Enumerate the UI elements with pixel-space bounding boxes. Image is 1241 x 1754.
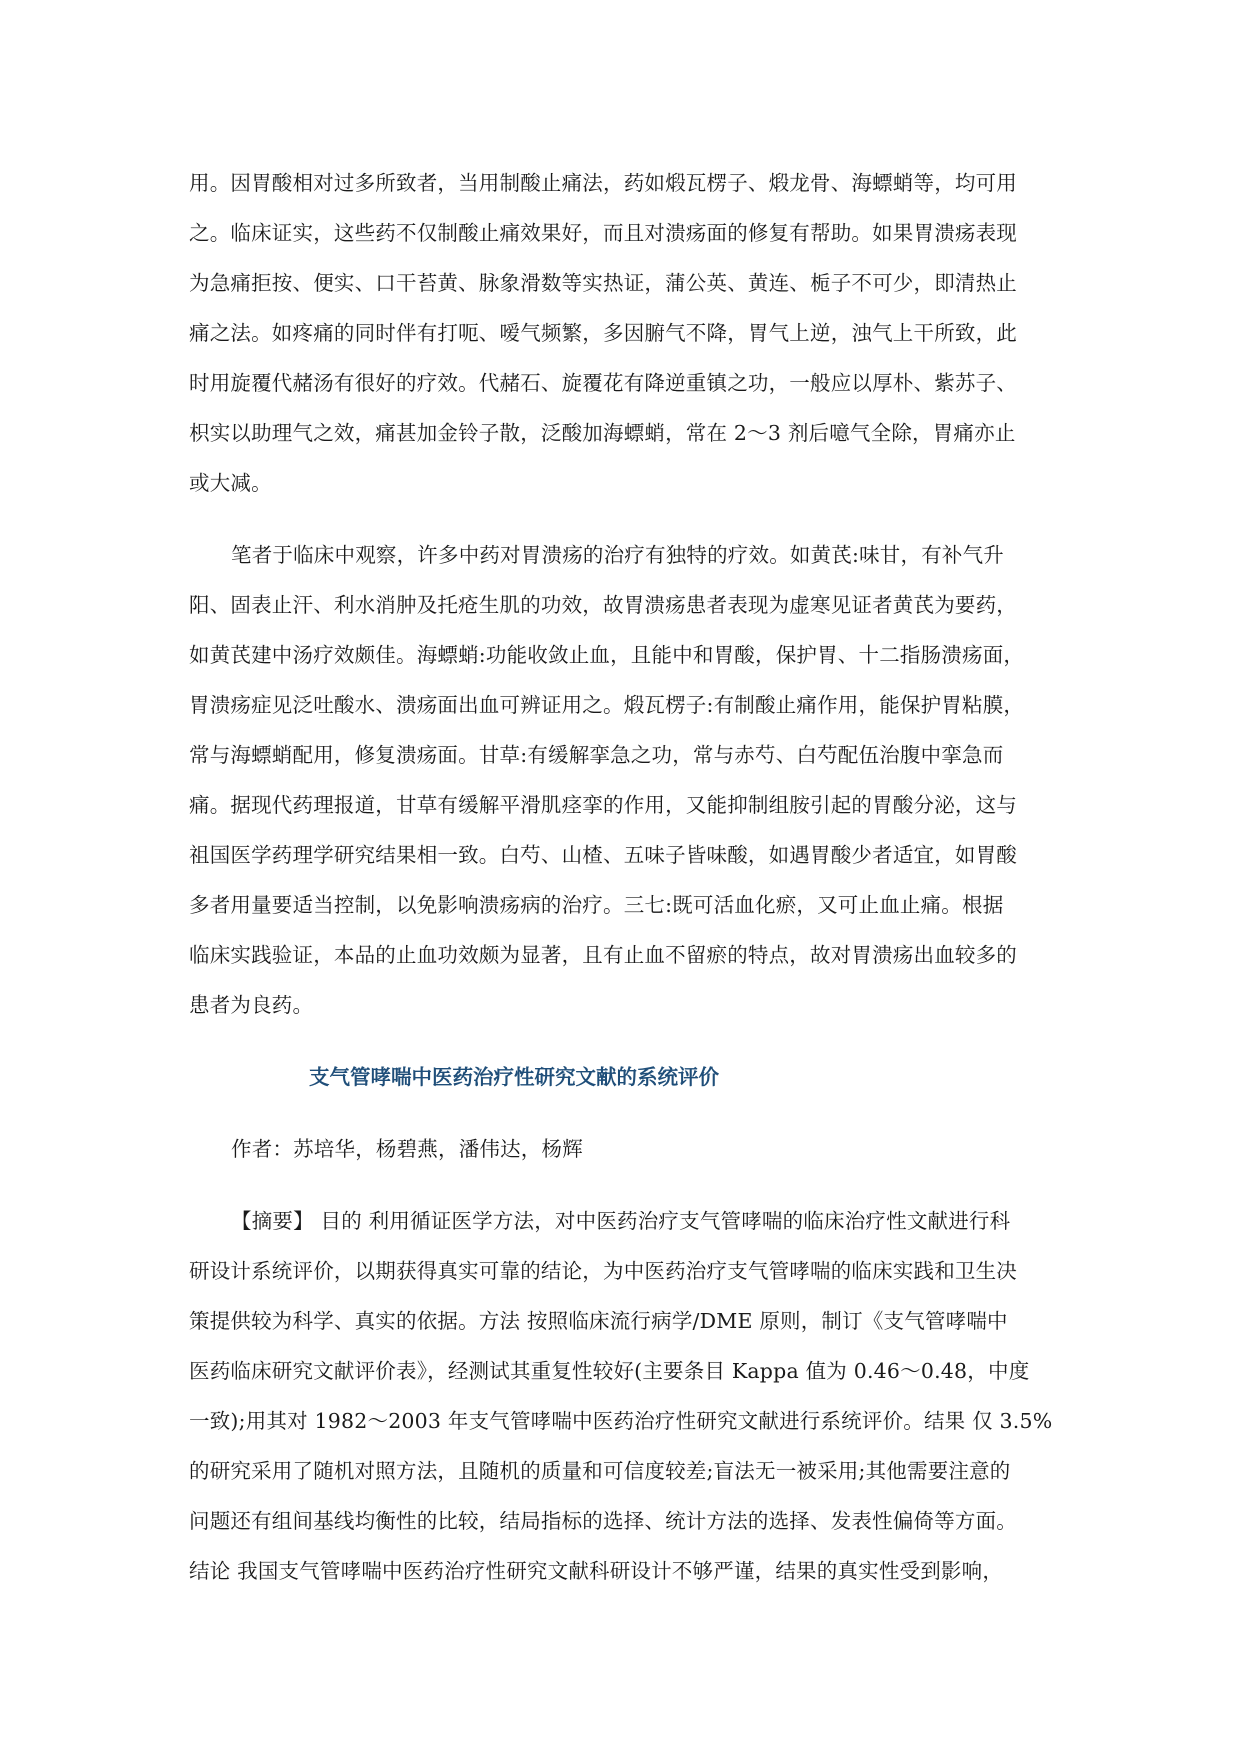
text-line: 临床实践验证，本品的止血功效颇为显著，且有止血不留瘀的特点，故对胃溃疡出血较多的 [189, 943, 1017, 967]
text-line: 【摘要】 目的 利用循证医学方法，对中医药治疗支气管哮喘的临床治疗性文献进行科 [231, 1209, 1011, 1233]
text-line: 结论 我国支气管哮喘中医药治疗性研究文献科研设计不够严谨，结果的真实性受到影响， [189, 1559, 1004, 1583]
text-line: 笔者于临床中观察，许多中药对胃溃疡的治疗有独特的疗效。如黄芪:味甘，有补气升 [231, 543, 1005, 567]
text-line: 如黄芪建中汤疗效颇佳。海螵蛸:功能收敛止血，且能中和胃酸，保护胃、十二指肠溃疡面， [189, 643, 1025, 667]
paragraph-gap [189, 1102, 1055, 1124]
text-line: 或大减。 [189, 471, 272, 495]
text-line: 为急痛拒按、便实、口干苔黄、脉象滑数等实热证，蒲公英、黄连、栀子不可少，即清热止 [189, 271, 1017, 295]
text-line: 痛。据现代药理报道，甘草有缓解平滑肌痉挛的作用，又能抑制组胺引起的胃酸分泌，这与 [189, 793, 1017, 817]
text-line: 策提供较为科学、真实的依据。方法 按照临床流行病学/DME 原则，制订《支气管哮喘中 [189, 1309, 1008, 1333]
paragraph-herbal-observations [189, 530, 1055, 1030]
text-line: 阳、固表止汗、利水消肿及托疮生肌的功效，故胃溃疡患者表现为虚寒见证者黄芪为要药， [189, 593, 1017, 617]
text-line: 祖国医学药理学研究结果相一致。白芍、山楂、五味子皆味酸，如遇胃酸少者适宜，如胃酸 [189, 843, 1017, 867]
text-line: 胃溃疡症见泛吐酸水、溃疡面出血可辨证用之。煅瓦楞子:有制酸止痛作用，能保护胃粘膜， [189, 693, 1025, 717]
paragraph-treatment-methods [189, 158, 1055, 508]
article-abstract [189, 1196, 1055, 1596]
text-line: 的研究采用了随机对照方法，且随机的质量和可信度较差;盲法无一被采用;其他需要注意的 [189, 1459, 1011, 1483]
text-line: 常与海螵蛸配用，修复溃疡面。甘草:有缓解挛急之功，常与赤芍、白芍配伍治腹中挛急而 [189, 743, 1004, 767]
article-title: 支气管哮喘中医药治疗性研究文献的系统评价 [309, 1065, 719, 1089]
document-page [189, 158, 1055, 1596]
text-line: 痛之法。如疼痛的同时伴有打呃、嗳气频繁，多因腑气不降，胃气上逆，浊气上干所致，此 [189, 321, 1017, 345]
text-line: 之。临床证实，这些药不仅制酸止痛效果好，而且对溃疡面的修复有帮助。如果胃溃疡表现 [189, 221, 1017, 245]
text-line: 一致);用其对 1982～2003 年支气管哮喘中医药治疗性研究文献进行系统评价。结果 仅 3.5% [189, 1409, 1053, 1433]
paragraph-gap [189, 508, 1055, 530]
text-line: 时用旋覆代赭汤有很好的疗效。代赭石、旋覆花有降逆重镇之功，一般应以厚朴、紫苏子、 [189, 371, 1017, 395]
paragraph-gap [189, 1174, 1055, 1196]
text-line: 问题还有组间基线均衡性的比较，结局指标的选择、统计方法的选择、发表性偏倚等方面。 [189, 1509, 1017, 1533]
text-line: 多者用量要适当控制，以免影响溃疡病的治疗。三七:既可活血化瘀，又可止血止痛。根据 [189, 893, 1004, 917]
text-line: 患者为良药。 [189, 993, 314, 1017]
article-authors: 作者：苏培华，杨碧燕，潘伟达，杨辉 [231, 1137, 583, 1161]
text-line: 用。因胃酸相对过多所致者，当用制酸止痛法，药如煅瓦楞子、煅龙骨、海螵蛸等，均可用 [189, 171, 1017, 195]
paragraph-gap [189, 1030, 1055, 1052]
text-line: 枳实以助理气之效，痛甚加金铃子散，泛酸加海螵蛸，常在 2～3 剂后噫气全除，胃痛亦止 [189, 421, 1016, 445]
text-line: 研设计系统评价，以期获得真实可靠的结论，为中医药治疗支气管哮喘的临床实践和卫生决 [189, 1259, 1017, 1283]
text-line: 医药临床研究文献评价表》，经测试其重复性较好(主要条目 Kappa 值为 0.46～0.48，中度 [189, 1359, 1030, 1383]
